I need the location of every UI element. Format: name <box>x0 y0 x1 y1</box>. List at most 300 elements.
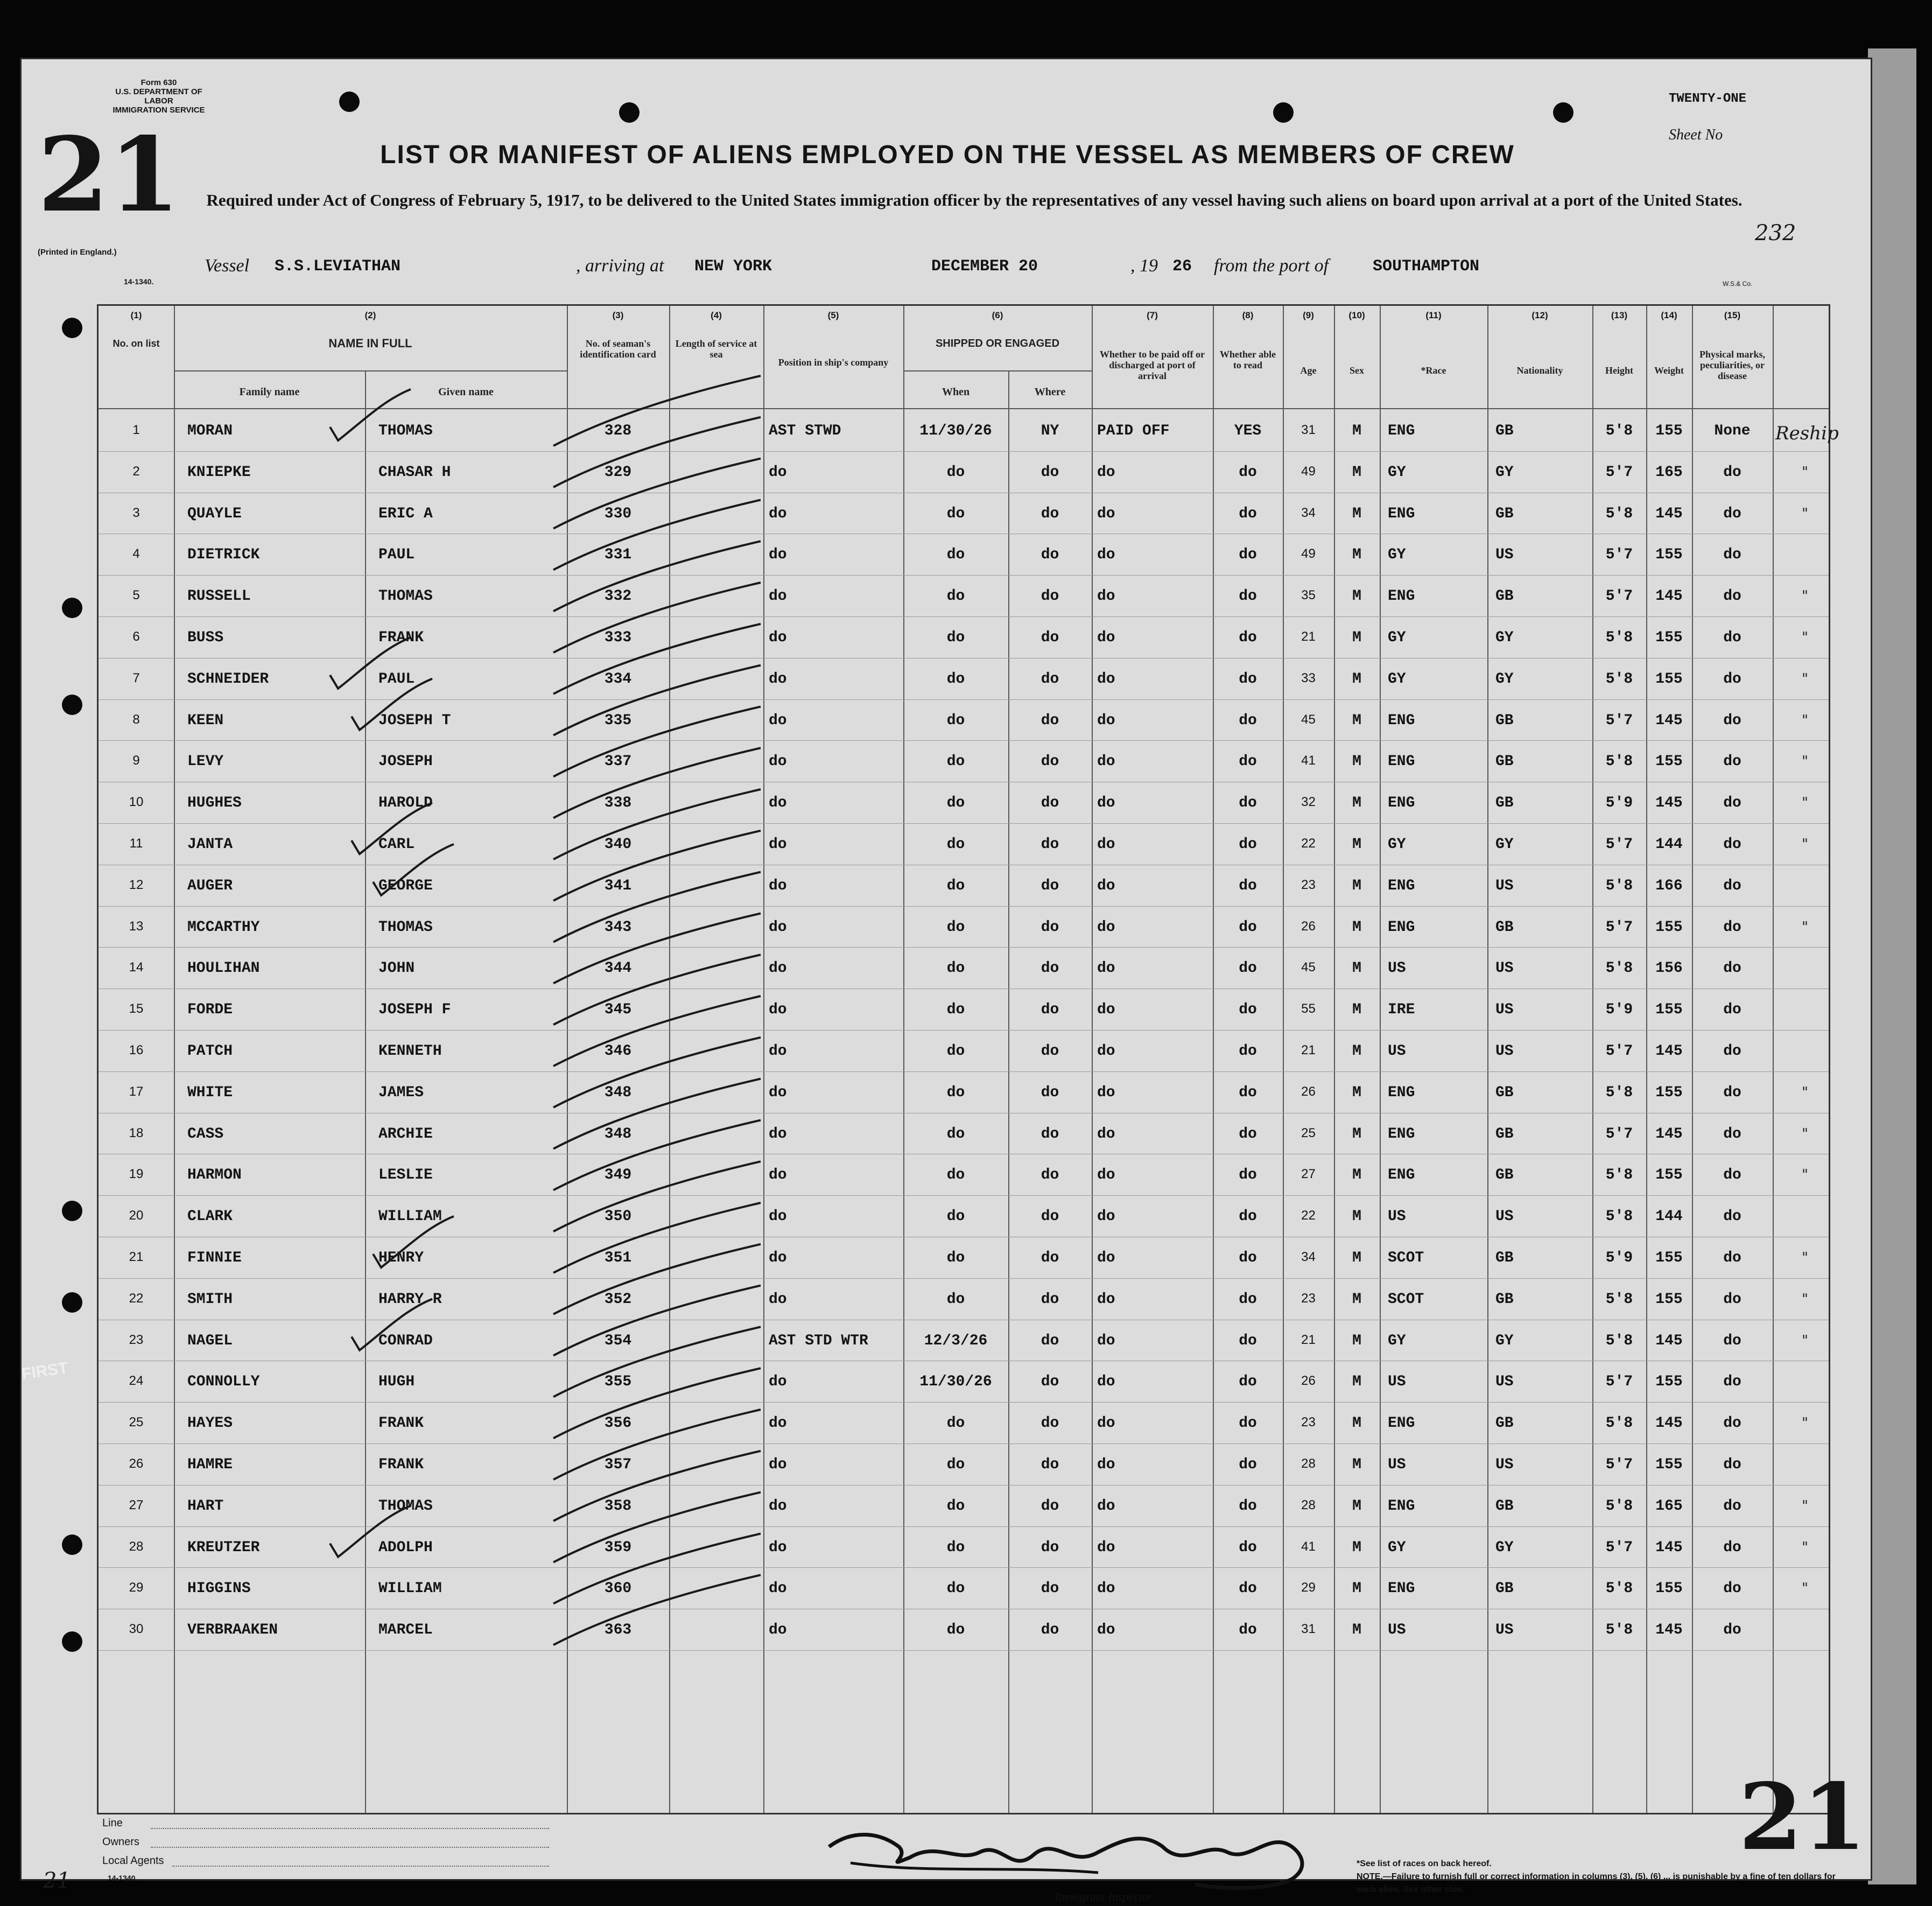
id-card-number: 330 <box>604 505 632 522</box>
position: do <box>769 795 787 812</box>
physical-marks: do <box>1723 670 1741 688</box>
bottom-big-number: 21 <box>1739 1763 1866 1871</box>
position: do <box>769 1456 787 1473</box>
id-card-number: 350 <box>604 1208 632 1225</box>
footer-print-code: 14-1340. <box>108 1874 138 1882</box>
row-number: 17 <box>129 1084 144 1099</box>
physical-marks: do <box>1723 1580 1741 1597</box>
given-name: CONRAD <box>378 1332 433 1349</box>
hand-stroke <box>553 1244 761 1314</box>
id-card-number: 332 <box>604 588 632 605</box>
nationality: GB <box>1495 1084 1514 1101</box>
weight: 155 <box>1655 1456 1683 1473</box>
able-to-read: do <box>1239 1415 1257 1432</box>
sex: M <box>1352 1043 1361 1060</box>
age: 41 <box>1301 1539 1316 1554</box>
weight: 145 <box>1655 795 1683 812</box>
shipped-when: do <box>946 1622 965 1639</box>
punch-hole <box>62 1631 82 1652</box>
margin-annotation: " <box>1802 1291 1808 1307</box>
shipped-when: do <box>946 1497 965 1515</box>
given-name: JOSEPH <box>378 753 433 770</box>
punch-hole <box>1553 102 1573 123</box>
arriving-label: , arriving at <box>576 256 664 276</box>
able-to-read: do <box>1239 1167 1257 1184</box>
row-number: 9 <box>132 753 140 768</box>
able-to-read: do <box>1239 712 1257 729</box>
weight: 155 <box>1655 1291 1683 1308</box>
given-name: ARCHIE <box>378 1125 433 1143</box>
race: GY <box>1388 629 1406 646</box>
nationality: US <box>1495 960 1514 977</box>
nationality: US <box>1495 1043 1514 1060</box>
physical-marks: do <box>1723 1250 1741 1266</box>
hand-stroke <box>553 706 761 776</box>
check-mark <box>330 389 411 440</box>
col-number: (4) <box>711 310 722 320</box>
age: 31 <box>1301 1622 1316 1637</box>
age: 21 <box>1301 1043 1316 1057</box>
paid-off: do <box>1097 1539 1115 1556</box>
shipped-where: do <box>1041 1374 1059 1391</box>
physical-marks: do <box>1723 1497 1741 1515</box>
paid-off: do <box>1097 795 1115 812</box>
race: GY <box>1388 670 1406 688</box>
age: 29 <box>1301 1580 1316 1595</box>
given-name: WILLIAM <box>378 1208 442 1225</box>
age: 23 <box>1301 877 1316 892</box>
hand-stroke <box>553 1203 761 1273</box>
nationality: GB <box>1495 1167 1514 1184</box>
shipped-where: do <box>1041 712 1059 729</box>
paid-off: do <box>1097 629 1115 646</box>
weight: 145 <box>1655 588 1683 605</box>
race: ENG <box>1388 1580 1415 1597</box>
age: 31 <box>1301 423 1316 437</box>
sex: M <box>1352 1332 1361 1349</box>
able-to-read: do <box>1239 1456 1257 1473</box>
header-id-card: No. of seaman's identification card <box>580 338 656 360</box>
form-info <box>105 78 213 115</box>
print-code: 14-1340. <box>124 277 154 286</box>
nationality: US <box>1495 546 1514 564</box>
weight: 144 <box>1655 836 1683 853</box>
hand-stroke <box>553 665 761 735</box>
age: 49 <box>1301 464 1316 479</box>
hand-stroke <box>553 1120 761 1190</box>
hand-stroke <box>553 1286 761 1356</box>
sex: M <box>1352 919 1361 936</box>
race: ENG <box>1388 919 1415 936</box>
paid-off: do <box>1097 464 1115 481</box>
paid-off: do <box>1097 1291 1115 1308</box>
position: do <box>769 1001 787 1019</box>
shipped-where: do <box>1041 836 1059 853</box>
paid-off: do <box>1097 877 1115 894</box>
height: 5'8 <box>1605 1497 1633 1515</box>
header-family-name: Family name <box>239 386 300 398</box>
id-card-number: 349 <box>604 1167 632 1184</box>
inspector-label: Immigrant Inspector <box>1055 1890 1153 1903</box>
sex: M <box>1352 1291 1361 1308</box>
row-number: 20 <box>129 1208 144 1223</box>
margin-annotation: " <box>1802 1084 1808 1101</box>
nationality: GB <box>1495 712 1514 729</box>
given-name: WILLIAM <box>378 1580 442 1597</box>
position: do <box>769 1291 787 1308</box>
hand-stroke <box>553 1161 761 1231</box>
id-card-number: 358 <box>604 1497 632 1515</box>
col-number: (1) <box>130 310 142 320</box>
family-name: FORDE <box>187 1001 233 1019</box>
punch-hole <box>339 92 360 112</box>
hand-stroke <box>553 583 761 653</box>
able-to-read: do <box>1239 1208 1257 1225</box>
hand-stroke <box>553 789 761 859</box>
shipped-when: do <box>946 1167 965 1184</box>
nationality: GB <box>1495 1415 1514 1432</box>
hand-check-marks <box>99 306 1829 1813</box>
id-card-number: 343 <box>604 919 632 936</box>
able-to-read: do <box>1239 670 1257 688</box>
shipped-when: do <box>946 1125 965 1143</box>
height: 5'8 <box>1605 670 1633 688</box>
id-card-number: 352 <box>604 1291 632 1308</box>
height: 5'8 <box>1605 1208 1633 1225</box>
row-number: 13 <box>129 919 144 934</box>
nationality: GB <box>1495 1580 1514 1597</box>
shipped-where: do <box>1041 753 1059 770</box>
able-to-read: do <box>1239 1125 1257 1143</box>
id-card-number: 346 <box>604 1043 632 1060</box>
age: 21 <box>1301 1332 1316 1347</box>
margin-annotation: " <box>1802 1539 1808 1555</box>
shipped-where: do <box>1041 1415 1059 1432</box>
shipped-where: do <box>1041 1622 1059 1639</box>
handwritten-sheet-number: 232 <box>1755 221 1796 246</box>
able-to-read: do <box>1239 1580 1257 1597</box>
physical-marks: do <box>1723 877 1741 894</box>
able-to-read: do <box>1239 629 1257 646</box>
physical-marks: do <box>1723 1291 1741 1308</box>
shipped-when: do <box>946 1208 965 1225</box>
row-number: 22 <box>129 1291 144 1306</box>
physical-marks: do <box>1723 712 1741 729</box>
shipped-where: do <box>1041 1332 1059 1349</box>
sex: M <box>1352 1456 1361 1473</box>
footer-line-label: Line <box>102 1817 123 1829</box>
position: AST STWD <box>769 423 841 439</box>
given-name: HAROLD <box>378 795 433 812</box>
age: 22 <box>1301 1208 1316 1223</box>
height: 5'8 <box>1605 1084 1633 1101</box>
col-number: (3) <box>612 310 624 320</box>
position: do <box>769 1167 787 1184</box>
age: 33 <box>1301 670 1316 685</box>
sex: M <box>1352 1374 1361 1391</box>
paid-off: do <box>1097 1497 1115 1515</box>
id-card-number: 345 <box>604 1001 632 1019</box>
shipped-where: do <box>1041 505 1059 522</box>
hand-stroke <box>553 913 761 983</box>
age: 21 <box>1301 629 1316 644</box>
physical-marks: do <box>1723 1084 1741 1101</box>
shipped-when: do <box>946 505 965 522</box>
nationality: GB <box>1495 588 1514 605</box>
height: 5'7 <box>1605 836 1633 853</box>
height: 5'7 <box>1605 1043 1633 1060</box>
paid-off: do <box>1097 1580 1115 1597</box>
hand-stroke <box>553 1492 761 1562</box>
weight: 155 <box>1655 1084 1683 1101</box>
hand-stroke <box>553 831 761 901</box>
punch-hole <box>1273 102 1294 123</box>
hand-stroke <box>553 955 761 1025</box>
col-number: (5) <box>827 310 839 320</box>
height: 5'9 <box>1605 1250 1633 1266</box>
punch-hole <box>62 1292 82 1313</box>
col-number: (10) <box>1348 310 1365 320</box>
able-to-read: do <box>1239 1497 1257 1515</box>
able-to-read: do <box>1239 1001 1257 1019</box>
punch-hole <box>62 598 82 618</box>
height: 5'8 <box>1605 1622 1633 1639</box>
row-number: 14 <box>129 960 144 975</box>
weight: 155 <box>1655 1374 1683 1391</box>
family-name: CLARK <box>187 1208 233 1225</box>
sex: M <box>1352 1001 1361 1019</box>
nationality: GY <box>1495 1539 1514 1556</box>
check-mark <box>330 637 411 689</box>
given-name: MARCEL <box>378 1622 433 1639</box>
col-number: (12) <box>1531 310 1548 320</box>
age: 28 <box>1301 1497 1316 1512</box>
weight: 155 <box>1655 1580 1683 1597</box>
able-to-read: YES <box>1234 423 1262 439</box>
margin-annotation: " <box>1802 1125 1808 1142</box>
weight: 155 <box>1655 1167 1683 1184</box>
height: 5'8 <box>1605 423 1633 439</box>
family-name: BUSS <box>187 629 224 646</box>
row-number: 8 <box>132 712 140 727</box>
row-number: 23 <box>129 1332 144 1347</box>
id-card-number: 335 <box>604 712 632 729</box>
race: IRE <box>1388 1001 1415 1019</box>
vessel-label: Vessel <box>205 256 250 276</box>
id-card-number: 363 <box>604 1622 632 1639</box>
weight: 155 <box>1655 670 1683 688</box>
shipped-when: 11/30/26 <box>919 1374 992 1391</box>
height: 5'7 <box>1605 464 1633 481</box>
hand-stroke <box>553 459 761 529</box>
service-name: IMMIGRATION SERVICE <box>113 106 205 115</box>
shipped-where: do <box>1041 877 1059 894</box>
race: US <box>1388 1208 1406 1225</box>
id-card-number: 357 <box>604 1456 632 1473</box>
margin-annotation: " <box>1802 1167 1808 1183</box>
shipped-when: do <box>946 795 965 812</box>
nationality: GY <box>1495 836 1514 853</box>
able-to-read: do <box>1239 505 1257 522</box>
id-card-number: 338 <box>604 795 632 812</box>
nationality: GB <box>1495 753 1514 770</box>
paid-off: do <box>1097 670 1115 688</box>
sex: M <box>1352 546 1361 564</box>
race: GY <box>1388 464 1406 481</box>
header-where: Where <box>1034 386 1066 398</box>
margin-annotation: " <box>1802 1497 1808 1514</box>
family-name: KEEN <box>187 712 224 729</box>
row-number: 6 <box>132 629 140 644</box>
physical-marks: do <box>1723 629 1741 646</box>
sheet-number-word: TWENTY-ONE <box>1669 92 1747 106</box>
col-number: (14) <box>1661 310 1677 320</box>
shipped-where: do <box>1041 464 1059 481</box>
able-to-read: do <box>1239 1043 1257 1060</box>
height: 5'7 <box>1605 1539 1633 1556</box>
hand-stroke <box>553 1327 761 1397</box>
family-name: MORAN <box>187 423 233 439</box>
weight: 166 <box>1655 877 1683 894</box>
arriving-port: NEW YORK <box>694 257 772 276</box>
from-port-label: from the port of <box>1214 256 1329 276</box>
shipped-when: do <box>946 670 965 688</box>
sex: M <box>1352 1208 1361 1225</box>
hand-mark: 21 <box>43 1868 71 1893</box>
position: do <box>769 1084 787 1101</box>
weight: 145 <box>1655 712 1683 729</box>
height: 5'8 <box>1605 877 1633 894</box>
punch-hole <box>62 1534 82 1555</box>
shipped-when: do <box>946 1456 965 1473</box>
height: 5'8 <box>1605 629 1633 646</box>
physical-marks: do <box>1723 1208 1741 1225</box>
row-number: 24 <box>129 1374 144 1389</box>
age: 34 <box>1301 505 1316 520</box>
family-name: HUGHES <box>187 795 242 812</box>
shipped-when: do <box>946 1291 965 1308</box>
race: ENG <box>1388 753 1415 770</box>
col-number: (9) <box>1303 310 1314 320</box>
paid-off: do <box>1097 1001 1115 1019</box>
weight: 155 <box>1655 546 1683 564</box>
position: do <box>769 753 787 770</box>
given-name: FRANK <box>378 1415 424 1432</box>
row-number: 15 <box>129 1001 144 1017</box>
col-number: (11) <box>1425 310 1442 320</box>
age: 35 <box>1301 588 1316 603</box>
sex: M <box>1352 1497 1361 1515</box>
shipped-where: do <box>1041 546 1059 564</box>
weight: 145 <box>1655 1539 1683 1556</box>
hand-stroke <box>553 996 761 1066</box>
sex: M <box>1352 753 1361 770</box>
given-name: FRANK <box>378 629 424 646</box>
given-name: LESLIE <box>378 1167 433 1184</box>
id-card-number: 360 <box>604 1580 632 1597</box>
department-name: U.S. DEPARTMENT OF LABOR <box>115 87 202 106</box>
margin-annotation: " <box>1802 1415 1808 1432</box>
vessel-name: S.S.LEVIATHAN <box>275 257 401 276</box>
header-able-read: Whether able to read <box>1219 349 1276 370</box>
family-name: KREUTZER <box>187 1539 260 1556</box>
given-name: JOHN <box>378 960 415 977</box>
hand-stroke <box>553 748 761 818</box>
given-name: HENRY <box>378 1250 424 1266</box>
age: 41 <box>1301 753 1316 768</box>
weight: 144 <box>1655 1208 1683 1225</box>
sex: M <box>1352 877 1361 894</box>
height: 5'7 <box>1605 919 1633 936</box>
able-to-read: do <box>1239 1374 1257 1391</box>
race: GY <box>1388 836 1406 853</box>
note-races: *See list of races on back hereof. <box>1357 1859 1492 1868</box>
nationality: GY <box>1495 464 1514 481</box>
position: do <box>769 588 787 605</box>
paid-off: do <box>1097 505 1115 522</box>
paid-off: do <box>1097 1125 1115 1143</box>
age: 26 <box>1301 1084 1316 1099</box>
sex: M <box>1352 960 1361 977</box>
height: 5'7 <box>1605 1125 1633 1143</box>
row-number: 10 <box>129 795 144 810</box>
shipped-where: do <box>1041 1291 1059 1308</box>
row-number: 18 <box>129 1125 144 1140</box>
height: 5'8 <box>1605 960 1633 977</box>
weight: 155 <box>1655 1250 1683 1266</box>
race: ENG <box>1388 1415 1415 1432</box>
family-name: SMITH <box>187 1291 233 1308</box>
id-card-number: 337 <box>604 753 632 770</box>
hand-stroke <box>553 541 761 611</box>
race: ENG <box>1388 877 1415 894</box>
margin-stamp: FIRST <box>20 1359 69 1383</box>
height: 5'7 <box>1605 546 1633 564</box>
shipped-when: do <box>946 1084 965 1101</box>
nationality: US <box>1495 1374 1514 1391</box>
sex: M <box>1352 712 1361 729</box>
position: do <box>769 1622 787 1639</box>
able-to-read: do <box>1239 464 1257 481</box>
position: do <box>769 1043 787 1060</box>
weight: 165 <box>1655 464 1683 481</box>
sex: M <box>1352 1415 1361 1432</box>
family-name: HOULIHAN <box>187 960 260 977</box>
check-mark <box>352 679 432 730</box>
family-name: VERBRAAKEN <box>187 1622 278 1639</box>
shipped-when: do <box>946 877 965 894</box>
shipped-where: do <box>1041 1497 1059 1515</box>
given-name: ERIC A <box>378 505 433 522</box>
position: do <box>769 670 787 688</box>
header-sex: Sex <box>1350 365 1364 376</box>
shipped-when: do <box>946 1043 965 1060</box>
sex: M <box>1352 1250 1361 1266</box>
punch-hole <box>619 102 640 123</box>
nationality: US <box>1495 1001 1514 1019</box>
family-name: HART <box>187 1497 224 1515</box>
given-name: KENNETH <box>378 1043 442 1060</box>
family-name: HAYES <box>187 1415 233 1432</box>
adjacent-sheet-edge <box>1868 48 1916 1884</box>
race: SCOT <box>1388 1291 1424 1308</box>
paid-off: do <box>1097 1167 1115 1184</box>
weight: 155 <box>1655 753 1683 770</box>
nationality: GB <box>1495 1497 1514 1515</box>
physical-marks: do <box>1723 546 1741 564</box>
id-card-number: 341 <box>604 877 632 894</box>
paid-off: do <box>1097 836 1115 853</box>
